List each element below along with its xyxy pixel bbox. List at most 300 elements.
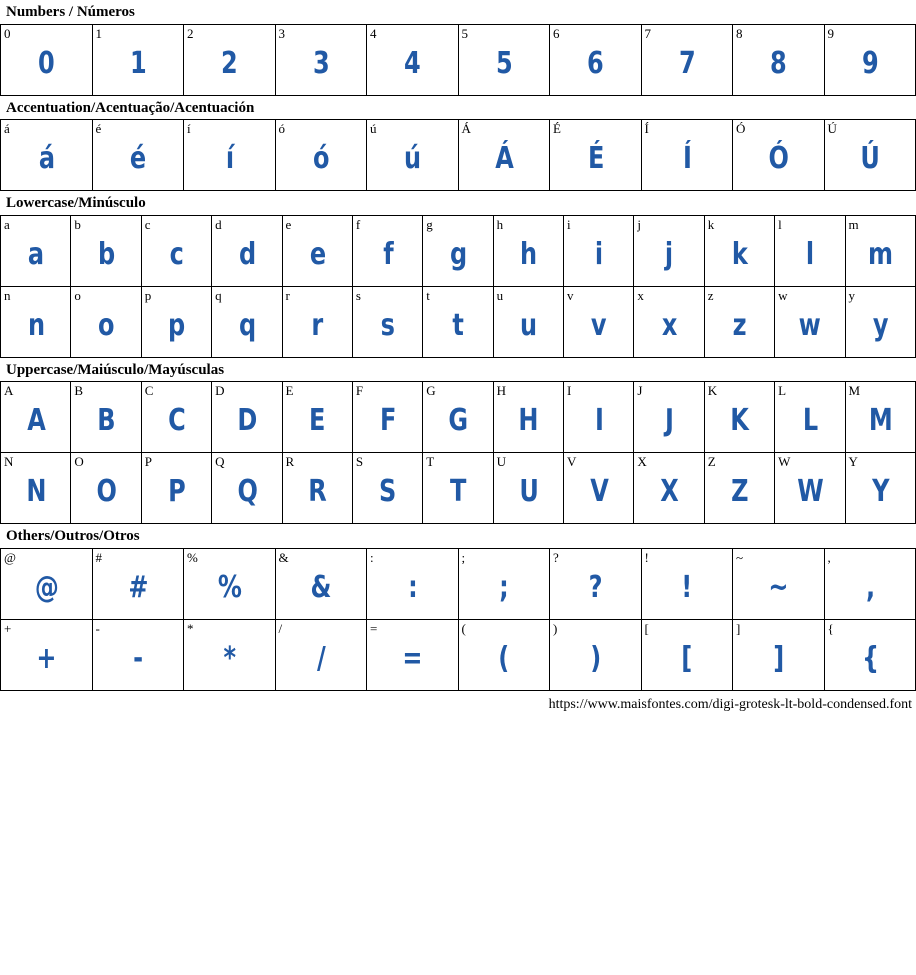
glyph-cell bbox=[704, 286, 774, 357]
glyph-label: ó bbox=[278, 121, 285, 136]
glyph-sample bbox=[459, 565, 550, 611]
glyph-cell bbox=[550, 120, 642, 191]
glyph-sample-text: Ú bbox=[860, 141, 880, 176]
glyph-sample bbox=[550, 41, 641, 87]
glyph-cell bbox=[275, 24, 367, 95]
glyph-cell bbox=[775, 453, 845, 524]
glyph-label: o bbox=[74, 287, 81, 303]
glyph-sample-text: b bbox=[97, 236, 115, 272]
glyph-label: 1 bbox=[95, 25, 102, 41]
glyph-cell bbox=[352, 453, 422, 524]
glyph-cell bbox=[1, 286, 71, 357]
glyph-sample-text: i bbox=[594, 236, 603, 272]
glyph-label: N bbox=[4, 454, 14, 469]
glyph-sample-text: % bbox=[217, 569, 241, 605]
glyph-sample-text: W bbox=[796, 474, 823, 509]
glyph-sample-text: 5 bbox=[495, 45, 512, 81]
glyph-cell bbox=[92, 619, 184, 690]
glyph-label: ~ bbox=[736, 549, 744, 565]
glyph-sample bbox=[71, 303, 140, 349]
glyph-cell bbox=[641, 548, 733, 619]
glyph-sample-text: S bbox=[379, 474, 396, 509]
glyph-cell bbox=[1, 382, 71, 453]
glyph-cell bbox=[550, 24, 642, 95]
glyph-sample bbox=[1, 636, 92, 682]
glyph-cell bbox=[641, 24, 733, 95]
glyph-cell bbox=[71, 215, 141, 286]
section-title: Numbers / Números bbox=[6, 4, 135, 20]
glyph-sample-text: X bbox=[660, 474, 678, 509]
glyph-table bbox=[0, 548, 916, 691]
glyph-sample bbox=[93, 41, 184, 87]
glyph-cell bbox=[564, 286, 634, 357]
glyph-sample-text: [ bbox=[681, 640, 692, 676]
glyph-sample bbox=[276, 636, 367, 682]
glyph-sample-text: P bbox=[168, 474, 185, 509]
glyph-sample bbox=[423, 398, 492, 444]
glyph-cell bbox=[458, 24, 550, 95]
section-title: Accentuation/Acentuação/Acentuación bbox=[6, 99, 255, 116]
glyph-sample-text: e bbox=[309, 236, 325, 272]
glyph-label: U bbox=[496, 454, 507, 469]
glyph-cell bbox=[1, 215, 71, 286]
glyph-sample bbox=[705, 398, 774, 444]
glyph-label: ] bbox=[736, 620, 741, 636]
glyph-sample-text: j bbox=[665, 236, 673, 272]
glyph-cell bbox=[458, 619, 550, 690]
glyph-sample bbox=[283, 398, 352, 444]
glyph-sample bbox=[564, 303, 633, 349]
glyph-sample bbox=[93, 636, 184, 682]
glyph-sample-text: 1 bbox=[129, 45, 146, 81]
glyph-label: A bbox=[4, 383, 14, 398]
glyph-sample-text: @ bbox=[34, 569, 58, 605]
glyph-sample bbox=[459, 41, 550, 87]
section-title: Others/Outros/Otros bbox=[6, 528, 140, 544]
glyph-sample bbox=[184, 565, 275, 611]
glyph-label: b bbox=[74, 216, 81, 232]
glyph-cell bbox=[367, 120, 459, 191]
glyph-label: M bbox=[848, 383, 861, 398]
glyph-cell bbox=[824, 120, 916, 191]
glyph-sample-text: l bbox=[806, 236, 814, 272]
glyph-label: O bbox=[74, 454, 84, 469]
glyph-sample-text: R bbox=[308, 474, 327, 509]
glyph-sample bbox=[212, 469, 281, 515]
glyph-sample-text: K bbox=[730, 403, 749, 438]
glyph-label: D bbox=[215, 383, 225, 398]
glyph-cell bbox=[824, 24, 916, 95]
glyph-sample bbox=[93, 565, 184, 611]
glyph-sample bbox=[1, 565, 92, 611]
glyph-sample bbox=[775, 303, 844, 349]
glyph-sample-text: ~ bbox=[768, 569, 788, 605]
glyph-cell bbox=[845, 286, 916, 357]
glyph-label: g bbox=[426, 216, 433, 232]
glyph-sample-text: O bbox=[96, 474, 116, 509]
glyph-sample bbox=[642, 41, 733, 87]
glyph-label: e bbox=[285, 216, 292, 232]
glyph-label: R bbox=[285, 454, 295, 469]
glyph-label: T bbox=[426, 454, 435, 469]
glyph-row bbox=[1, 548, 916, 619]
glyph-sample-text: ) bbox=[590, 640, 601, 676]
glyph-cell bbox=[184, 24, 276, 95]
glyph-sample-text: J bbox=[664, 403, 674, 438]
glyph-sample bbox=[550, 136, 641, 182]
glyph-label: Í bbox=[644, 121, 649, 136]
glyph-sample bbox=[550, 636, 641, 682]
glyph-cell bbox=[71, 286, 141, 357]
glyph-cell bbox=[423, 382, 493, 453]
glyph-sample-text: p bbox=[168, 307, 185, 343]
glyph-sample-text: Á bbox=[494, 141, 513, 176]
glyph-label: 0 bbox=[4, 25, 11, 41]
glyph-label: t bbox=[426, 287, 430, 303]
glyph-cell bbox=[845, 382, 916, 453]
glyph-label: Á bbox=[461, 121, 471, 136]
glyph-cell bbox=[641, 619, 733, 690]
glyph-cell bbox=[184, 619, 276, 690]
glyph-cell bbox=[733, 548, 825, 619]
glyph-sample bbox=[142, 398, 211, 444]
glyph-sample bbox=[1, 41, 92, 87]
glyph-cell bbox=[824, 548, 916, 619]
glyph-sample bbox=[71, 469, 140, 515]
glyph-sample bbox=[142, 303, 211, 349]
glyph-sample bbox=[367, 136, 458, 182]
glyph-sample bbox=[283, 303, 352, 349]
glyph-cell bbox=[634, 286, 704, 357]
glyph-sample bbox=[71, 398, 140, 444]
glyph-cell bbox=[275, 548, 367, 619]
glyph-sample-text: 8 bbox=[770, 45, 787, 81]
glyph-sample-text: é bbox=[129, 141, 146, 176]
glyph-label: K bbox=[707, 383, 718, 398]
glyph-sample-text: / bbox=[316, 640, 325, 676]
glyph-label: F bbox=[355, 383, 364, 398]
glyph-label: k bbox=[707, 216, 715, 232]
glyph-label: 7 bbox=[644, 25, 651, 41]
glyph-label: 9 bbox=[827, 25, 834, 41]
glyph-cell bbox=[282, 286, 352, 357]
glyph-cell bbox=[141, 453, 211, 524]
glyph-label: * bbox=[187, 620, 194, 636]
glyph-label: u bbox=[496, 287, 504, 303]
glyph-sample bbox=[825, 41, 916, 87]
glyph-sample-text: { bbox=[861, 640, 878, 676]
glyph-sample-text: 7 bbox=[678, 45, 695, 81]
section-title: Lowercase/Minúsculo bbox=[6, 195, 146, 211]
glyph-sample bbox=[846, 398, 916, 444]
glyph-label: 6 bbox=[553, 25, 560, 41]
glyph-sample-text: v bbox=[591, 307, 607, 343]
glyph-sample-text: I bbox=[594, 403, 603, 438]
glyph-sample bbox=[367, 636, 458, 682]
glyph-sample bbox=[733, 636, 824, 682]
glyph-sample bbox=[1, 398, 70, 444]
glyph-row bbox=[1, 215, 916, 286]
glyph-cell bbox=[704, 215, 774, 286]
glyph-cell bbox=[1, 120, 93, 191]
glyph-label: P bbox=[144, 454, 152, 469]
glyph-cell bbox=[704, 453, 774, 524]
glyph-sample-text: ] bbox=[773, 640, 784, 676]
glyph-cell bbox=[423, 286, 493, 357]
glyph-sample-text: t bbox=[452, 307, 464, 343]
glyph-sample-text: = bbox=[402, 640, 422, 676]
glyph-sample-text: G bbox=[448, 403, 468, 438]
glyph-label: É bbox=[553, 121, 561, 136]
glyph-cell bbox=[367, 619, 459, 690]
glyph-label: / bbox=[278, 620, 283, 636]
glyph-sample-text: # bbox=[128, 569, 148, 605]
glyph-sample-text: r bbox=[311, 307, 323, 343]
glyph-sample bbox=[212, 232, 281, 278]
glyph-sample-text: 6 bbox=[587, 45, 604, 81]
glyph-label: ; bbox=[461, 549, 466, 565]
glyph-cell bbox=[641, 120, 733, 191]
glyph-sample-text: Ó bbox=[768, 141, 789, 176]
glyph-sample bbox=[93, 136, 184, 182]
glyph-label: h bbox=[496, 216, 504, 232]
glyph-label: , bbox=[827, 549, 831, 565]
glyph-sample-text: & bbox=[310, 569, 331, 605]
glyph-label: L bbox=[778, 383, 787, 398]
glyph-label: ú bbox=[370, 121, 377, 136]
glyph-label: [ bbox=[644, 620, 649, 636]
glyph-sample-text: T bbox=[450, 474, 466, 509]
glyph-table bbox=[0, 215, 916, 358]
glyph-sample-text: c bbox=[169, 236, 184, 272]
glyph-sample-text: , bbox=[865, 569, 874, 605]
glyph-sample bbox=[276, 136, 367, 182]
glyph-label: c bbox=[144, 216, 151, 232]
glyph-sample bbox=[1, 303, 70, 349]
glyph-label: J bbox=[637, 383, 643, 398]
glyph-row bbox=[1, 24, 916, 95]
glyph-sample-text: n bbox=[27, 307, 44, 343]
glyph-sample bbox=[283, 469, 352, 515]
glyph-cell bbox=[352, 286, 422, 357]
glyph-label: ) bbox=[553, 620, 558, 636]
glyph-label: ! bbox=[644, 549, 649, 565]
glyph-cell bbox=[212, 215, 282, 286]
glyph-sample bbox=[1, 232, 70, 278]
glyph-label: S bbox=[355, 454, 364, 469]
glyph-cell bbox=[775, 382, 845, 453]
glyph-sample bbox=[733, 565, 824, 611]
glyph-sample-text: 9 bbox=[861, 45, 878, 81]
glyph-sample-text: ó bbox=[312, 141, 329, 176]
glyph-table bbox=[0, 381, 916, 524]
glyph-sample bbox=[705, 469, 774, 515]
glyph-cell bbox=[212, 286, 282, 357]
glyph-sample bbox=[846, 469, 916, 515]
glyph-label: á bbox=[4, 121, 10, 136]
glyph-label: i bbox=[567, 216, 571, 232]
glyph-sample-text: ? bbox=[588, 569, 602, 605]
glyph-cell bbox=[141, 382, 211, 453]
glyph-cell bbox=[564, 453, 634, 524]
glyph-cell bbox=[71, 382, 141, 453]
glyph-label: 8 bbox=[736, 25, 743, 41]
glyph-cell bbox=[212, 382, 282, 453]
source-url: https://www.maisfontes.com/digi-grotesk-lt-bold-condensed.font bbox=[548, 696, 912, 712]
glyph-sample-text: z bbox=[732, 307, 747, 343]
glyph-label: 3 bbox=[278, 25, 285, 41]
glyph-cell bbox=[282, 215, 352, 286]
glyph-label: I bbox=[567, 383, 572, 398]
glyph-label: = bbox=[370, 620, 378, 636]
glyph-cell bbox=[141, 286, 211, 357]
glyph-sample-text: ! bbox=[681, 569, 692, 605]
glyph-sample bbox=[212, 398, 281, 444]
glyph-label: Q bbox=[215, 454, 225, 469]
glyph-label: { bbox=[827, 620, 834, 636]
glyph-cell bbox=[367, 548, 459, 619]
glyph-label: j bbox=[637, 216, 641, 232]
glyph-cell bbox=[458, 548, 550, 619]
glyph-sample bbox=[825, 136, 916, 182]
glyph-sample bbox=[367, 41, 458, 87]
glyph-sample-text: k bbox=[731, 236, 748, 272]
glyph-sample-text: y bbox=[872, 307, 888, 343]
glyph-sample-text: o bbox=[98, 307, 114, 343]
glyph-sample-text: Z bbox=[731, 474, 748, 509]
glyph-cell bbox=[92, 120, 184, 191]
glyph-cell bbox=[423, 453, 493, 524]
glyph-label: V bbox=[567, 454, 577, 469]
glyph-sample-text: A bbox=[26, 403, 45, 438]
glyph-sample-text: : bbox=[407, 569, 417, 605]
glyph-sample bbox=[142, 232, 211, 278]
glyph-sample bbox=[733, 136, 824, 182]
glyph-sample bbox=[705, 232, 774, 278]
glyph-cell bbox=[564, 382, 634, 453]
glyph-label: C bbox=[144, 383, 154, 398]
glyph-cell bbox=[92, 548, 184, 619]
glyph-sample-text: x bbox=[661, 307, 677, 343]
glyph-sample-text: w bbox=[799, 307, 821, 343]
glyph-cell bbox=[775, 215, 845, 286]
glyph-sample bbox=[184, 636, 275, 682]
glyph-sample bbox=[423, 232, 492, 278]
glyph-sample bbox=[550, 565, 641, 611]
glyph-cell bbox=[733, 619, 825, 690]
glyph-label: v bbox=[567, 287, 574, 303]
glyph-cell bbox=[352, 382, 422, 453]
glyph-cell bbox=[775, 286, 845, 357]
glyph-sample bbox=[825, 565, 916, 611]
glyph-label: z bbox=[707, 287, 714, 303]
glyph-cell bbox=[1, 619, 93, 690]
glyph-sample bbox=[705, 303, 774, 349]
glyph-row bbox=[1, 286, 916, 357]
glyph-label: % bbox=[187, 549, 198, 565]
glyph-label: E bbox=[285, 383, 294, 398]
glyph-sample bbox=[1, 136, 92, 182]
glyph-label: 5 bbox=[461, 25, 468, 41]
glyph-cell bbox=[550, 548, 642, 619]
glyph-sample bbox=[276, 41, 367, 87]
glyph-cell bbox=[733, 120, 825, 191]
glyph-sample-text: C bbox=[168, 403, 185, 438]
glyph-sample bbox=[353, 232, 422, 278]
glyph-label: í bbox=[187, 121, 191, 136]
glyph-sample-text: Y bbox=[871, 474, 889, 509]
glyph-cell bbox=[704, 382, 774, 453]
glyph-sample bbox=[564, 232, 633, 278]
glyph-sample-text: U bbox=[518, 474, 538, 509]
glyph-sample bbox=[642, 636, 733, 682]
glyph-sample-text: 4 bbox=[404, 45, 421, 81]
glyph-label: Ó bbox=[736, 121, 746, 136]
glyph-cell bbox=[423, 215, 493, 286]
glyph-sample-text: m bbox=[868, 236, 893, 272]
glyph-sample bbox=[642, 136, 733, 182]
glyph-table bbox=[0, 24, 916, 96]
glyph-sample bbox=[494, 232, 563, 278]
glyph-sample bbox=[775, 232, 844, 278]
glyph-sample bbox=[71, 232, 140, 278]
glyph-sample-text: V bbox=[589, 474, 608, 509]
glyph-cell bbox=[634, 453, 704, 524]
glyph-cell bbox=[634, 215, 704, 286]
glyph-label: 2 bbox=[187, 25, 194, 41]
glyph-cell bbox=[1, 24, 93, 95]
glyph-label: l bbox=[778, 216, 782, 232]
glyph-sample-text: L bbox=[802, 403, 818, 438]
glyph-sample bbox=[564, 398, 633, 444]
glyph-sample-text: Í bbox=[682, 141, 691, 176]
glyph-sample-text: + bbox=[36, 640, 56, 676]
glyph-sample-text: q bbox=[238, 307, 255, 343]
glyph-sample bbox=[733, 41, 824, 87]
glyph-cell bbox=[845, 215, 916, 286]
glyph-label: X bbox=[637, 454, 647, 469]
glyph-sample bbox=[353, 469, 422, 515]
glyph-sample bbox=[494, 398, 563, 444]
glyph-sample bbox=[459, 636, 550, 682]
glyph-cell bbox=[92, 24, 184, 95]
glyph-sample-text: D bbox=[237, 403, 257, 438]
glyph-sample-text: F bbox=[379, 403, 396, 438]
glyph-sample-text: Q bbox=[236, 474, 257, 509]
glyph-label: @ bbox=[4, 549, 16, 565]
glyph-label: : bbox=[370, 549, 374, 565]
glyph-label: Y bbox=[848, 454, 858, 469]
glyph-sample bbox=[353, 303, 422, 349]
glyph-sample bbox=[846, 303, 916, 349]
glyph-label: ? bbox=[553, 549, 559, 565]
glyph-sample-text: u bbox=[520, 307, 537, 343]
glyph-cell bbox=[845, 453, 916, 524]
glyph-sample-text: E bbox=[309, 403, 325, 438]
glyph-sample bbox=[212, 303, 281, 349]
glyph-sample-text: ; bbox=[499, 569, 509, 605]
glyph-sample-text: g bbox=[449, 236, 467, 272]
glyph-sample-text: ( bbox=[498, 640, 509, 676]
glyph-cell bbox=[550, 619, 642, 690]
glyph-sample bbox=[642, 565, 733, 611]
glyph-cell bbox=[184, 548, 276, 619]
glyph-cell bbox=[493, 453, 563, 524]
glyph-sample-text: s bbox=[380, 307, 395, 343]
glyph-cell bbox=[493, 382, 563, 453]
glyph-row bbox=[1, 619, 916, 690]
glyph-sample bbox=[494, 303, 563, 349]
